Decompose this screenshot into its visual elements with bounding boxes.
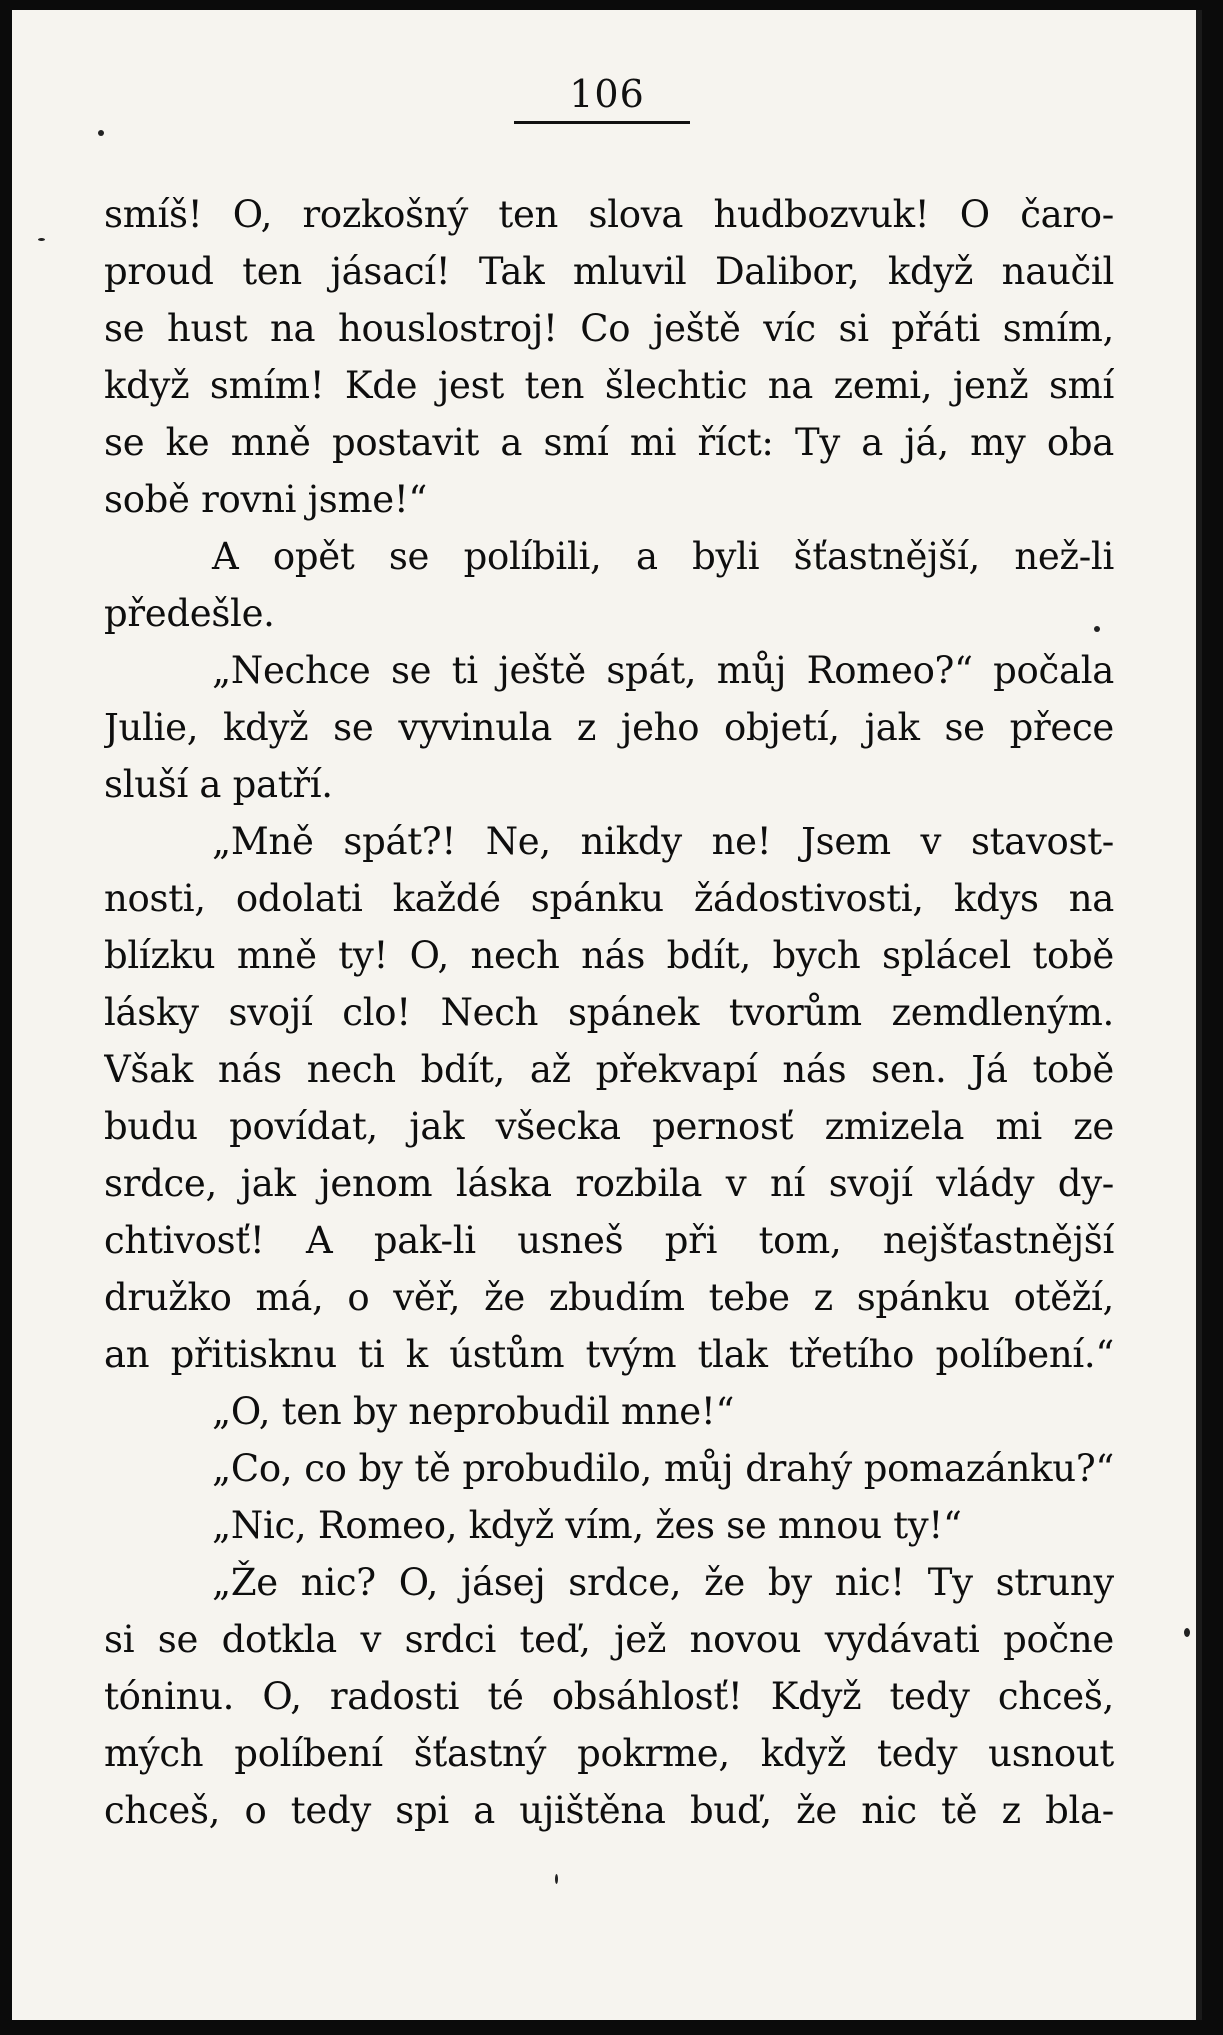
text-line: sluší a patří. (104, 763, 333, 806)
text-line: Julie, když se vyvinula z jeho objetí, jak se přece (104, 706, 1114, 749)
text-line: „Nic, Romeo, když vím, žes se mnou ty!“ (212, 1504, 962, 1547)
text-line: se hust na houslostroj! Co ještě víc si přáti smím, (104, 307, 1114, 350)
text-line: předešle. (104, 592, 275, 635)
text-line: smíš! O, rozkošný ten slova hudbozvuk! O čaro- (104, 193, 1114, 236)
print-speck (555, 1874, 558, 1884)
text-line: se ke mně postavit a smí mi říct: Ty a já, my oba (104, 421, 1114, 464)
page-number: 106 (569, 72, 645, 116)
text-line: blízku mně ty! O, nech nás bdít, bych splácel tobě (104, 934, 1114, 977)
print-speck (98, 130, 104, 136)
text-line: když smím! Kde jest ten šlechtic na zemi, jenž smí (104, 364, 1114, 407)
text-line: nosti, odolati každé spánku žádostivosti, kdys na (104, 877, 1114, 920)
text-line: chceš, o tedy spi a ujištěna buď, že nic tě z bla- (104, 1789, 1114, 1832)
text-line: A opět se políbili, a byli šťastnější, než-li (212, 535, 1114, 578)
text-line: mých políbení šťastný pokrme, když tedy usnout (104, 1732, 1114, 1775)
print-speck (1184, 1628, 1190, 1637)
text-line: „O, ten by neprobudil mne!“ (212, 1390, 735, 1433)
text-line: srdce, jak jenom láska rozbila v ní svojí vlády dy- (104, 1162, 1114, 1205)
text-body (104, 186, 1114, 1839)
page-number-rule (514, 121, 690, 124)
print-speck (1094, 626, 1100, 632)
text-line: proud ten jásací! Tak mluvil Dalibor, když naučil (104, 250, 1114, 293)
print-speck (38, 238, 45, 241)
text-line: družko má, o věř, že zbudím tebe z spánku otěží, (104, 1276, 1114, 1319)
text-line: si se dotkla v srdci teď, jež novou vydávati počne (104, 1618, 1114, 1661)
text-line: an přitisknu ti k ústům tvým tlak třetího políbení.“ (104, 1333, 1114, 1376)
text-line: Však nás nech bdít, až překvapí nás sen. Já tobě (104, 1048, 1114, 1091)
text-line: „Mně spát?! Ne, nikdy ne! Jsem v stavost- (212, 820, 1114, 863)
text-line: tóninu. O, radosti té obsáhlosť! Když tedy chceš, (104, 1675, 1114, 1718)
text-line: lásky svojí clo! Nech spánek tvorům zemdleným. (104, 991, 1114, 1034)
text-line: „Co, co by tě probudilo, můj drahý pomazánku?“ (212, 1447, 1114, 1490)
text-line: chtivosť! A pak-li usneš při tom, nejšťastnější (104, 1219, 1114, 1262)
book-page (12, 10, 1202, 2020)
text-line: budu povídat, jak všecka pernosť zmizela mi ze (104, 1105, 1114, 1148)
text-line: „Že nic? O, jásej srdce, že by nic! Ty struny (212, 1561, 1114, 1604)
text-line: „Nechce se ti ještě spát, můj Romeo?“ počala (212, 649, 1114, 692)
text-line: sobě rovni jsme!“ (104, 478, 428, 521)
